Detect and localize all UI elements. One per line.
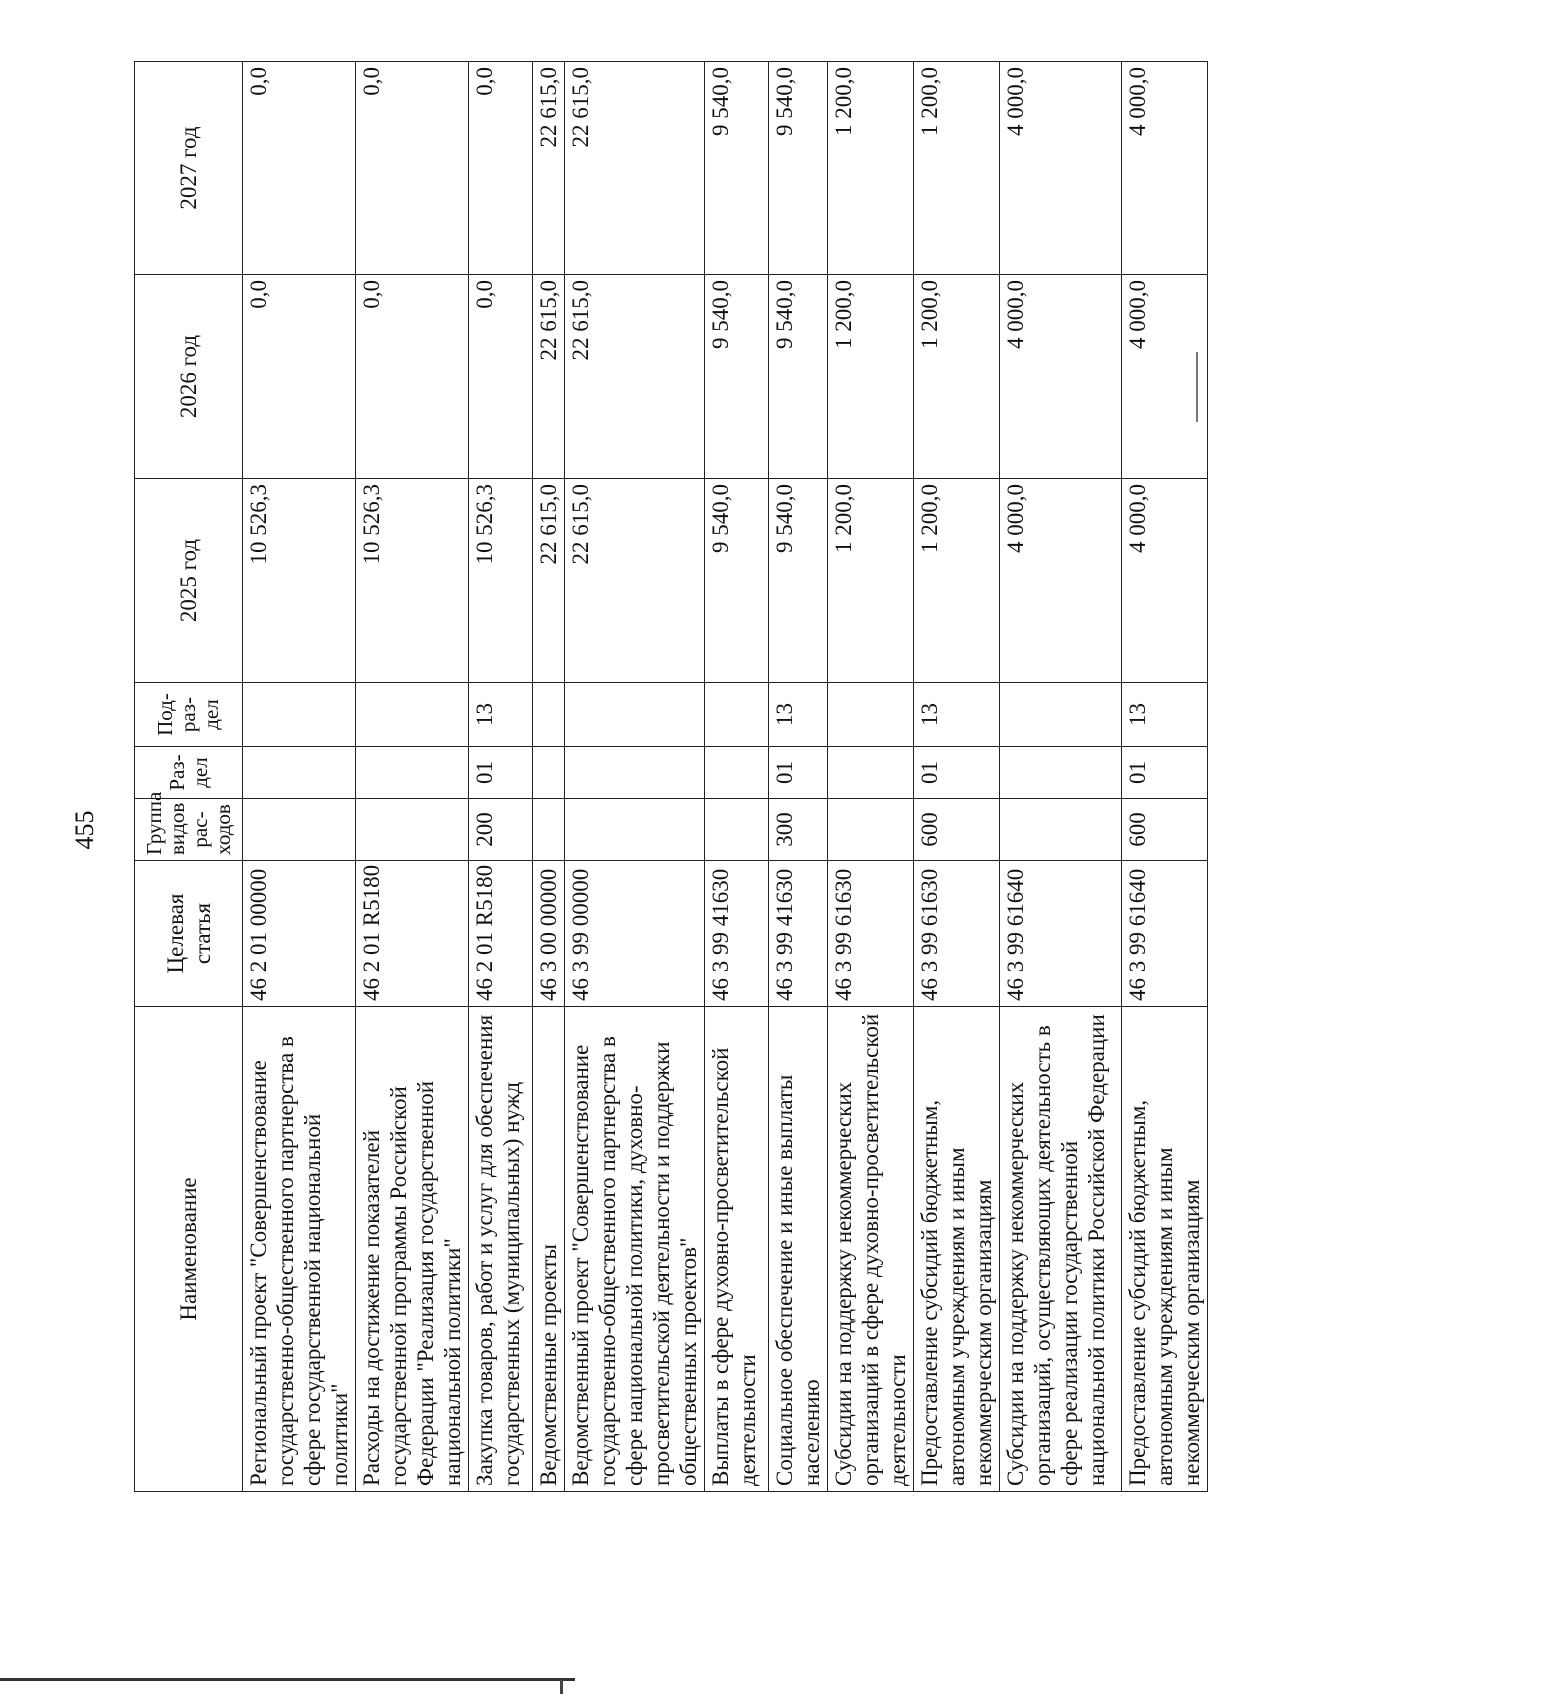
cell-2025: 9 540,0 <box>769 479 828 683</box>
table-row <box>769 62 828 1492</box>
cell-name: Выплаты в сфере духовно-просветительской деятельности <box>705 1007 769 1492</box>
cell-section <box>533 747 565 799</box>
cell-target-article: 46 3 99 00000 <box>565 861 705 1007</box>
table-header-row <box>135 62 243 1492</box>
cell-name: Закупка товаров, работ и услуг для обеспечения государственных (муниципальных) нужд <box>469 1007 533 1492</box>
cell-expense-group: 600 <box>914 799 1000 861</box>
table-row <box>565 62 705 1492</box>
cell-subsection: 13 <box>1122 683 1208 747</box>
cell-2027: 1 200,0 <box>828 62 914 275</box>
cell-subsection <box>828 683 914 747</box>
cell-2027: 9 540,0 <box>769 62 828 275</box>
cell-target-article: 46 3 99 61640 <box>1122 861 1208 1007</box>
cell-section: 01 <box>469 747 533 799</box>
cell-expense-group <box>356 799 469 861</box>
cell-target-article: 46 2 01 00000 <box>243 861 356 1007</box>
cell-2025: 22 615,0 <box>565 479 705 683</box>
table-row <box>1000 62 1122 1492</box>
table-row <box>243 62 356 1492</box>
table-row <box>356 62 469 1492</box>
cell-2025: 10 526,3 <box>243 479 356 683</box>
table-row <box>533 62 565 1492</box>
cell-2026: 22 615,0 <box>565 275 705 479</box>
cell-subsection <box>565 683 705 747</box>
cell-expense-group <box>565 799 705 861</box>
cell-name: Социальное обеспечение и иные выплаты населению <box>769 1007 828 1492</box>
cell-2025: 9 540,0 <box>705 479 769 683</box>
cell-target-article: 46 2 01 R5180 <box>469 861 533 1007</box>
cell-2026: 0,0 <box>356 275 469 479</box>
cell-2026: 1 200,0 <box>828 275 914 479</box>
table-row <box>1122 62 1208 1492</box>
cell-expense-group <box>828 799 914 861</box>
cell-name: Ведомственные проекты <box>533 1007 565 1492</box>
cell-expense-group <box>243 799 356 861</box>
table-row <box>828 62 914 1492</box>
cell-2025: 1 200,0 <box>914 479 1000 683</box>
cell-2026: 0,0 <box>469 275 533 479</box>
budget-table-container <box>134 62 1564 1486</box>
cell-expense-group: 200 <box>469 799 533 861</box>
cell-subsection: 13 <box>469 683 533 747</box>
cell-subsection <box>1000 683 1122 747</box>
cell-section <box>1000 747 1122 799</box>
cell-subsection <box>243 683 356 747</box>
cell-2026: 1 200,0 <box>914 275 1000 479</box>
header-2026: 2026 год <box>135 275 243 479</box>
cell-2025: 10 526,3 <box>469 479 533 683</box>
cell-expense-group: 300 <box>769 799 828 861</box>
cell-2027: 22 615,0 <box>533 62 565 275</box>
cell-subsection <box>705 683 769 747</box>
cell-name: Ведомственный проект "Совершенствование государственно-общественного партнерства в сфере национальной политики, духовно-просветительской деятельности и поддержки общественных проектов" <box>565 1007 705 1492</box>
cell-2027: 0,0 <box>469 62 533 275</box>
cell-2027: 1 200,0 <box>914 62 1000 275</box>
table-row <box>469 62 533 1492</box>
cell-2027: 22 615,0 <box>565 62 705 275</box>
header-section: Раз-дел <box>135 747 243 799</box>
header-2025: 2025 год <box>135 479 243 683</box>
cell-name: Расходы на достижение показателей государственной программы Российской Федерации "Реализация государственной национальной политики" <box>356 1007 469 1492</box>
cell-2025: 10 526,3 <box>356 479 469 683</box>
bottom-rule <box>0 1678 575 1681</box>
header-name: Наименование <box>135 1007 243 1492</box>
cell-expense-group <box>1000 799 1122 861</box>
cell-section <box>243 747 356 799</box>
scan-edge-mark <box>1196 352 1198 422</box>
cell-2026: 9 540,0 <box>705 275 769 479</box>
cell-section <box>828 747 914 799</box>
cell-2025: 4 000,0 <box>1000 479 1122 683</box>
cell-2026: 4 000,0 <box>1122 275 1208 479</box>
cell-name: Предоставление субсидий бюджетным, автономным учреждениям и иным некоммерческим организациям <box>914 1007 1000 1492</box>
cell-2027: 9 540,0 <box>705 62 769 275</box>
cell-subsection <box>533 683 565 747</box>
cell-2026: 9 540,0 <box>769 275 828 479</box>
cell-name: Субсидии на поддержку некоммерческих организаций в сфере духовно-просветительской деятельности <box>828 1007 914 1492</box>
table-row <box>914 62 1000 1492</box>
cell-target-article: 46 3 99 61630 <box>914 861 1000 1007</box>
cell-name: Субсидии на поддержку некоммерческих организаций, осуществляющих деятельность в сфере реализации государственной национальной политики Российской Федерации <box>1000 1007 1122 1492</box>
cell-section: 01 <box>914 747 1000 799</box>
header-target-article: Целевая статья <box>135 861 243 1007</box>
cell-2025: 1 200,0 <box>828 479 914 683</box>
cell-2026: 0,0 <box>243 275 356 479</box>
cell-2026: 22 615,0 <box>533 275 565 479</box>
cell-target-article: 46 2 01 R5180 <box>356 861 469 1007</box>
cell-2025: 22 615,0 <box>533 479 565 683</box>
cell-section: 01 <box>769 747 828 799</box>
cell-section <box>705 747 769 799</box>
header-subsection: Под-раз-дел <box>135 683 243 747</box>
cell-expense-group: 600 <box>1122 799 1208 861</box>
cell-2026: 4 000,0 <box>1000 275 1122 479</box>
cell-subsection: 13 <box>914 683 1000 747</box>
cell-target-article: 46 3 99 41630 <box>769 861 828 1007</box>
cell-2027: 0,0 <box>243 62 356 275</box>
cell-target-article: 46 3 00 00000 <box>533 861 565 1007</box>
cell-2027: 4 000,0 <box>1000 62 1122 275</box>
cell-section: 01 <box>1122 747 1208 799</box>
cell-subsection <box>356 683 469 747</box>
cell-name: Региональный проект "Совершенствование государственно-общественного партнерства в сфере государственной национальной политики" <box>243 1007 356 1492</box>
cell-expense-group <box>533 799 565 861</box>
cell-target-article: 46 3 99 61630 <box>828 861 914 1007</box>
cell-target-article: 46 3 99 41630 <box>705 861 769 1007</box>
scan-mark <box>560 1680 585 1694</box>
table-row <box>705 62 769 1492</box>
budget-table-rotated <box>134 62 1204 1492</box>
cell-2027: 4 000,0 <box>1122 62 1208 275</box>
header-expense-group: Группа видов рас-ходов <box>135 799 243 861</box>
cell-2027: 0,0 <box>356 62 469 275</box>
cell-subsection: 13 <box>769 683 828 747</box>
cell-2025: 4 000,0 <box>1122 479 1208 683</box>
header-2027: 2027 год <box>135 62 243 275</box>
page-number: 455 <box>70 810 99 850</box>
cell-section <box>356 747 469 799</box>
cell-target-article: 46 3 99 61640 <box>1000 861 1122 1007</box>
cell-expense-group <box>705 799 769 861</box>
budget-table <box>134 61 1208 1492</box>
cell-section <box>565 747 705 799</box>
cell-name: Предоставление субсидий бюджетным, автономным учреждениям и иным некоммерческим организациям <box>1122 1007 1208 1492</box>
